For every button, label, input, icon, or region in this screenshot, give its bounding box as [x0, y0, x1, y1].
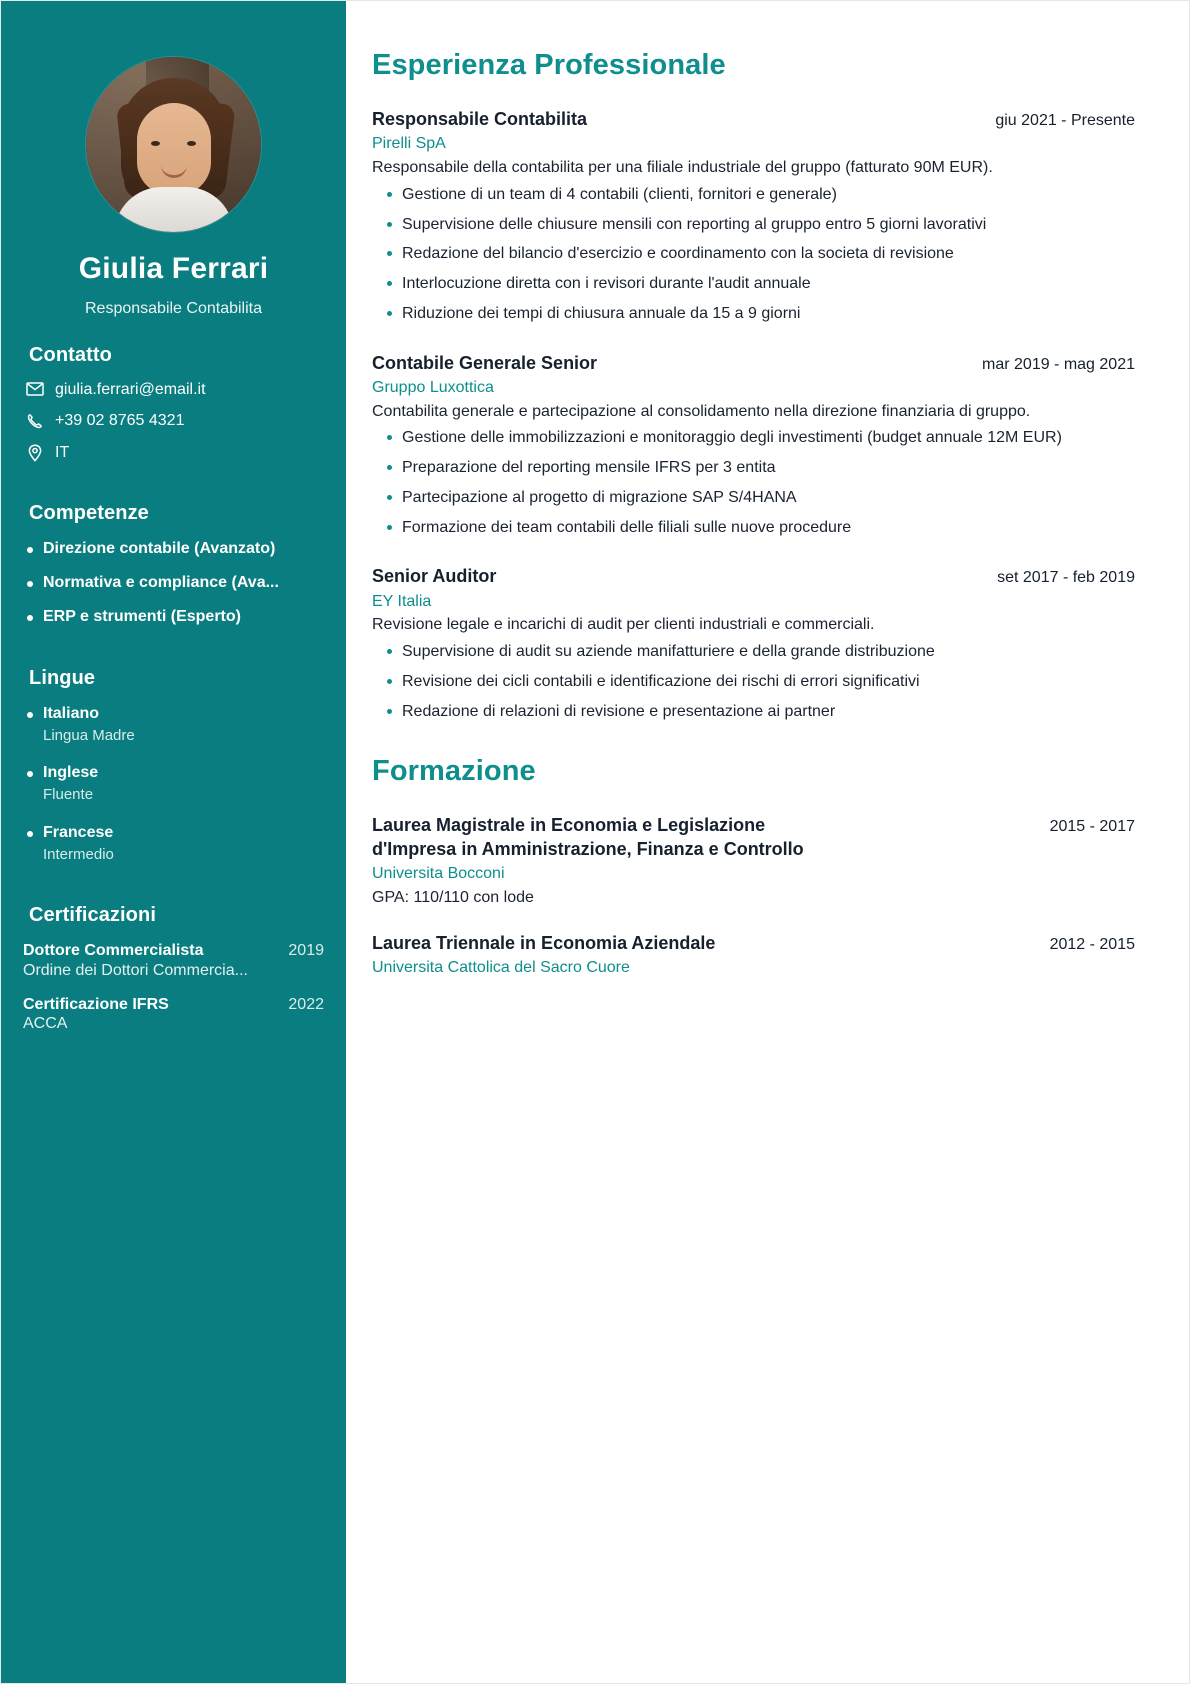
avatar [86, 57, 261, 232]
candidate-headline: Responsabile Contabilita [85, 299, 262, 317]
language-name: Italiano [43, 704, 100, 722]
achievement-item: Revisione dei cicli contabili e identificazione dei rischi di errori significativi [372, 671, 1135, 694]
education-dates: 2012 - 2015 [1049, 935, 1135, 953]
skills-heading: Competenze [29, 501, 149, 524]
avatar-eye-left [151, 141, 160, 146]
avatar-container [23, 57, 324, 232]
experience-achievements [372, 184, 1135, 326]
achievement-item: Redazione del bilancio d'esercizio e coordinamento con la societa di revisione [372, 243, 1135, 266]
skill-item: Direzione contabile (Avanzato) [23, 539, 324, 559]
achievement-item: Interlocuzione diretta con i revisori durante l'audit annuale [372, 273, 1135, 296]
experience-entry-header [372, 565, 1135, 588]
experience-achievements [372, 641, 1135, 723]
experience-description: Responsabile della contabilita per una filiale industriale del gruppo (fatturato 90M EUR). [372, 159, 993, 177]
language-item [23, 823, 324, 865]
languages-list [23, 704, 324, 865]
contact-item-email [25, 381, 324, 399]
achievement-item: Riduzione dei tempi di chiusura annuale da 15 a 9 giorni [372, 303, 1135, 326]
experience-entry-header [372, 108, 1135, 131]
experience-entry [372, 352, 1135, 540]
contact-email-value: giulia.ferrari@email.it [55, 380, 206, 398]
experience-entry-header [372, 352, 1135, 375]
achievement-item: Supervisione delle chiusure mensili con reporting al gruppo entro 5 giorni lavorativi [372, 214, 1135, 237]
experience-company: EY Italia [372, 592, 432, 610]
envelope-icon [25, 382, 45, 396]
education-dates: 2015 - 2017 [1049, 818, 1135, 836]
education-institution: Universita Bocconi [372, 865, 505, 883]
experience-dates: mar 2019 - mag 2021 [982, 355, 1135, 373]
certification-row [23, 995, 324, 1014]
certification-issuer: Ordine dei Dottori Commercia... [23, 961, 248, 979]
achievement-item: Preparazione del reporting mensile IFRS per 3 entita [372, 457, 1135, 480]
experience-description: Contabilita generale e partecipazione al consolidamento nella direzione finanziaria di gruppo. [372, 402, 1031, 420]
contact-item-phone [25, 412, 324, 430]
avatar-eye-right [187, 141, 196, 146]
education-entry [372, 932, 1135, 979]
certification-issuer: ACCA [23, 1014, 68, 1032]
contact-heading: Contatto [29, 343, 112, 366]
education-degree: Laurea Magistrale in Economia e Legislazione d'Impresa in Amministrazione, Finanza e Controllo [372, 815, 804, 859]
contact-item-location [25, 444, 324, 462]
language-item [23, 704, 324, 746]
language-level: Intermedio [43, 845, 114, 863]
experience-company: Pirelli SpA [372, 135, 446, 153]
certification-year: 2019 [288, 942, 324, 960]
experience-entry [372, 565, 1135, 723]
education-entry-header [372, 932, 1135, 955]
certification-row [23, 941, 324, 960]
location-pin-icon [25, 444, 45, 462]
skills-list [23, 539, 324, 627]
language-name: Francese [43, 823, 114, 841]
resume-layout [1, 1, 1189, 1683]
experience-achievements [372, 427, 1135, 539]
experience-description: Revisione legale e incarichi di audit per clienti industriali e commerciali. [372, 616, 875, 634]
contact-location-value: IT [55, 444, 70, 462]
achievement-item: Supervisione di audit su aziende manifatturiere e della grande distribuzione [372, 641, 1135, 664]
experience-job-title: Contabile Generale Senior [372, 352, 598, 373]
achievement-item: Formazione dei team contabili delle filiali sulle nuove procedure [372, 517, 1135, 540]
avatar-smile [161, 163, 187, 178]
education-section-title: Formazione [372, 755, 536, 788]
language-level: Lingua Madre [43, 726, 135, 744]
experience-job-title: Responsabile Contabilita [372, 109, 588, 129]
language-item [23, 763, 324, 805]
contact-list [25, 381, 324, 462]
language-name: Inglese [43, 764, 99, 782]
achievement-item: Redazione di relazioni di revisione e presentazione ai partner [372, 701, 1135, 724]
education-degree: Laurea Triennale in Economia Aziendale [372, 932, 716, 953]
education-gpa: GPA: 110/110 con lode [372, 888, 534, 906]
achievement-item: Gestione delle immobilizzazioni e monitoraggio degli investimenti (budget annuale 12M EUR) [372, 427, 1135, 450]
achievement-item: Gestione di un team di 4 contabili (clienti, fornitori e generale) [372, 184, 1135, 207]
experience-dates: set 2017 - feb 2019 [997, 569, 1135, 587]
languages-heading: Lingue [29, 666, 96, 689]
avatar-face [137, 103, 211, 195]
language-level: Fluente [43, 786, 94, 804]
certifications-list [23, 941, 324, 1033]
education-entry [372, 814, 1135, 909]
experience-entry [372, 108, 1135, 326]
skill-item: Normativa e compliance (Ava... [23, 573, 324, 593]
contact-phone-value: +39 02 8765 4321 [55, 412, 185, 430]
certification-item [23, 995, 324, 1034]
certification-item [23, 941, 324, 980]
certification-name: Certificazione IFRS [23, 995, 169, 1013]
experience-company: Gruppo Luxottica [372, 378, 494, 396]
experience-section-title: Esperienza Professionale [372, 49, 726, 81]
education-entry-header [372, 814, 1135, 861]
phone-icon [25, 413, 45, 430]
skill-item: ERP e strumenti (Esperto) [23, 607, 324, 627]
certification-name: Dottore Commercialista [23, 942, 204, 960]
main-content [346, 1, 1189, 1683]
sidebar [1, 1, 346, 1683]
candidate-name: Giulia Ferrari [78, 252, 269, 285]
certifications-heading: Certificazioni [29, 904, 156, 927]
certification-year: 2022 [288, 995, 324, 1013]
experience-dates: giu 2021 - Presente [995, 112, 1135, 129]
experience-job-title: Senior Auditor [372, 566, 497, 587]
achievement-item: Partecipazione al progetto di migrazione SAP S/4HANA [372, 487, 1135, 510]
education-institution: Universita Cattolica del Sacro Cuore [372, 959, 630, 977]
